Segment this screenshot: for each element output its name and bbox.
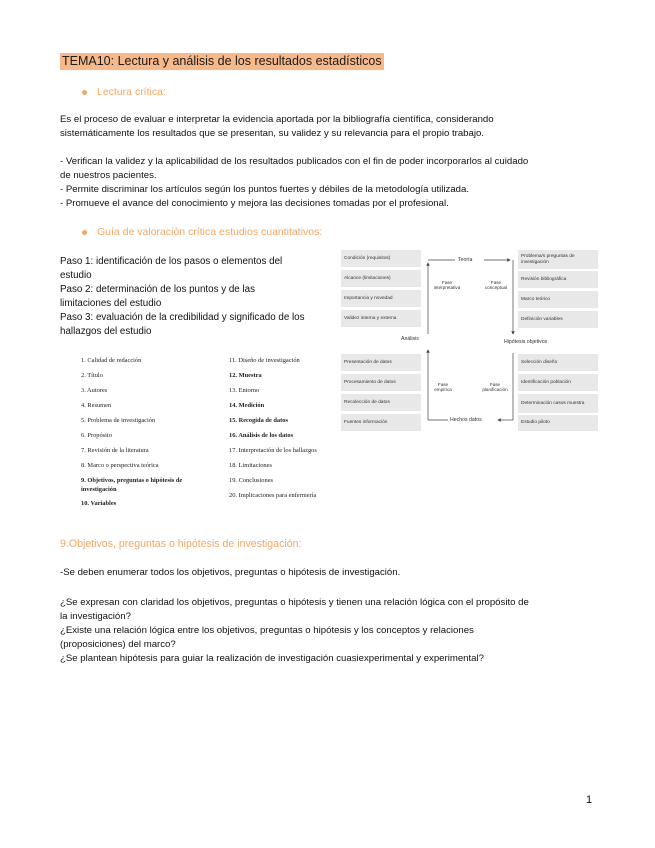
diagram-box: Estudio piloto (518, 415, 598, 431)
diagram-box: Presentación de datos (341, 354, 421, 371)
criteria-item: 11. Diseño de investigación (229, 357, 300, 364)
definition-paragraph (60, 113, 600, 141)
diagram-box: Selección diseño (518, 354, 598, 371)
label-hechos: Hechos datos (450, 417, 482, 423)
section-heading-text: Guía de valoración crítica estudios cuantitativos: (97, 226, 323, 238)
diagram-box: Problema/s preguntas de investigación (518, 250, 598, 269)
criteria-item: 1. Calidad de redacción (81, 357, 142, 364)
criteria-item: 9. Objetivos, preguntas o hipótesis de (81, 477, 183, 484)
question-line: ¿Existe una relación lógica entre los objetivos, preguntas o hipótesis y los conceptos y relaciones (60, 625, 474, 636)
page-number: 1 (586, 794, 593, 806)
text-line: -Se deben enumerar todos los objetivos, preguntas o hipótesis de investigación. (60, 567, 401, 578)
question-line: ¿Se expresan con claridad los objetivos, preguntas o hipótesis y tienen una relación lógica con el propósito de (60, 597, 529, 608)
bullet-icon (82, 90, 87, 95)
diagram-box: Fuentes información (341, 414, 421, 431)
steps-list (60, 255, 335, 339)
question-line: (proposiciones) del marco? (60, 639, 176, 650)
criteria-item: 20. Implicaciones para enfermería (229, 492, 317, 499)
diagram-box: Identificación población (518, 374, 598, 391)
criteria-item: 17. Interpretación de los hallazgos (229, 447, 317, 454)
criteria-item: 13. Entorno (229, 387, 260, 394)
diagram-box: Recolección de datos (341, 394, 421, 411)
label-hipotesis: Hipótesis objetivos (504, 339, 548, 345)
criteria-item: 8. Marco o perspectiva teórica (81, 462, 159, 469)
text-line: sistemáticamente los resultados que se presentan, su validez y su relevancia para el propio trabajo. (60, 128, 484, 139)
diagram-box: Marco teórico (518, 291, 598, 308)
criteria-item: 2. Título (81, 372, 103, 379)
criteria-left-column (81, 355, 231, 515)
list-item: de nuestros pacientes. (60, 170, 157, 181)
label-fase-interpretativa: Fase interpretativa (433, 280, 461, 291)
step-line: estudio (60, 270, 92, 281)
criteria-item: 19. Conclusiones (229, 477, 274, 484)
criteria-item: 18. Limitaciones (229, 462, 272, 469)
diagram-box: Revisión bibliográfica (518, 271, 598, 288)
criteria-item: 6. Propósito (81, 432, 112, 439)
criteria-item: 4. Resumen (81, 402, 112, 409)
label-analisis: Análisis (401, 336, 419, 342)
list-item: - Permite discriminar los artículos según los puntos fuertes y débiles de la metodología utilizada. (60, 184, 470, 195)
criteria-item: investigación (81, 486, 117, 493)
diagram-box: Condición (requisitos) (341, 250, 421, 267)
objetivos-line (60, 566, 600, 580)
diagram-box: Procesamiento de datos (341, 374, 421, 391)
question-line: la investigación? (60, 611, 131, 622)
label-fase-empirica: Fase empírica (434, 382, 452, 393)
criteria-item: 10. Variables (81, 500, 117, 507)
step-line: Paso 2: determinación de los puntos y de las (60, 284, 255, 295)
section-heading-guia (82, 226, 322, 238)
step-line: limitaciones del estudio (60, 298, 162, 309)
list-item: - Promueve el avance del conocimiento y mejora las decisiones tomadas por el profesional. (60, 198, 449, 209)
criteria-item: 12. Muestra (229, 372, 262, 379)
criteria-right-column (229, 355, 339, 505)
step-line: Paso 1: identificación de los pasos o elementos del (60, 256, 283, 267)
diagram-box: Alcance (limitaciones) (341, 270, 421, 287)
questions-list (60, 596, 600, 666)
label-fase-conceptual: Fase conceptual (484, 280, 508, 291)
text-line: Es el proceso de evaluar e interpretar la evidencia aportada por la bibliografía científica, considerando (60, 114, 494, 125)
criteria-item: 15. Recogida de datos (229, 417, 288, 424)
points-list (60, 155, 600, 211)
criteria-item: 16. Análisis de los datos (229, 432, 294, 439)
diagram-box: Determinación casos muestra (518, 394, 598, 413)
step-line: Paso 3: evaluación de la credibilidad y significado de los (60, 312, 305, 323)
section-heading-text: Lectura crítica: (97, 86, 166, 98)
diagram-box: Importancia y novedad (341, 290, 421, 307)
list-item: - Verifican la validez y la aplicabilidad de los resultados publicados con el fin de poder incorporarlos al cuidado (60, 156, 529, 167)
section-heading-lectura (82, 86, 166, 98)
diagram-box: Validez interna y externa (341, 310, 421, 327)
page-title: TEMA10: Lectura y análisis de los resultados estadísticos (62, 54, 382, 68)
question-line: ¿Se plantean hipótesis para guiar la realización de investigación cuasiexperimental y experimental? (60, 653, 484, 664)
section-heading-objetivos: 9.Objetivos, preguntas o hipótesis de investigación: (60, 538, 302, 550)
diagram-box: Definición variables (518, 311, 598, 328)
bullet-icon (82, 230, 87, 235)
research-cycle-diagram (338, 248, 600, 434)
label-fase-planificacion: Fase planificación (482, 382, 508, 393)
criteria-item: 5. Problema de investigación (81, 417, 156, 424)
criteria-item: 3. Autores (81, 387, 108, 394)
step-line: hallazgos del estudio (60, 326, 152, 337)
label-teoria: Teoría (458, 257, 473, 263)
criteria-item: 14. Medición (229, 402, 265, 409)
criteria-item: 7. Revisión de la literatura (81, 447, 149, 454)
